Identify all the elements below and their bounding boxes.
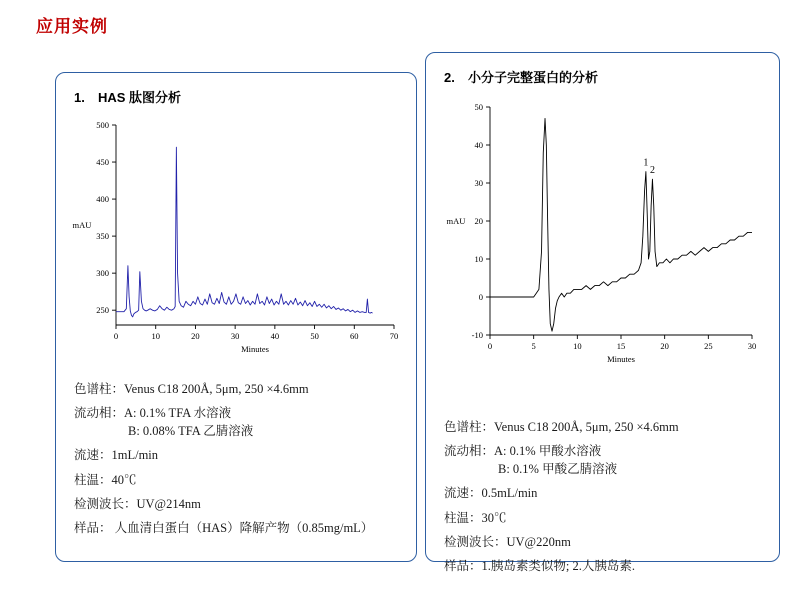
spec-line: 柱温：40℃ [74, 472, 137, 487]
chromatogram-chart-1 [64, 113, 412, 363]
page-title: 应用实例 [36, 17, 108, 36]
svg-text:450: 450 [96, 157, 109, 168]
panel-has-peptide-map [55, 72, 417, 562]
svg-text:500: 500 [96, 120, 109, 130]
svg-text:0: 0 [487, 341, 493, 351]
svg-text:50: 50 [474, 102, 483, 112]
spec-line: 色谱柱：Venus C18 200Å, 5μm, 250 ×4.6mm [74, 382, 309, 396]
svg-text:350: 350 [96, 231, 109, 242]
method-specs-2 [444, 421, 771, 584]
svg-text:30: 30 [230, 331, 240, 341]
panel-small-protein-analysis [425, 52, 780, 573]
spec-line: 检测波长：UV@214nm [74, 496, 201, 511]
svg-text:5: 5 [531, 341, 536, 351]
svg-text:40: 40 [474, 140, 483, 150]
panel-number: 2. [444, 70, 455, 85]
svg-text:30: 30 [747, 341, 757, 351]
svg-text:Minutes: Minutes [607, 354, 635, 364]
svg-text:20: 20 [474, 216, 483, 226]
spec-line: 流动相：A: 0.1% TFA 水溶液 [74, 406, 232, 421]
spec-line: B: 0.1% 甲酸乙腈溶液 [498, 462, 618, 477]
svg-text:400: 400 [96, 194, 109, 205]
svg-text:300: 300 [96, 268, 109, 279]
panel-number: 1. [74, 90, 85, 105]
svg-text:25: 25 [704, 341, 713, 351]
panel-header [74, 87, 406, 106]
spec-line: 流速：1mL/min [74, 448, 159, 463]
svg-text:10: 10 [151, 331, 160, 341]
spec-line: 色谱柱：Venus C18 200Å, 5μm, 250 ×4.6mm [444, 420, 679, 434]
panel-title: HAS 肽图分析 [98, 90, 182, 105]
panel-header [444, 67, 769, 86]
svg-text:1: 1 [643, 157, 649, 169]
svg-text:0: 0 [478, 292, 483, 302]
method-specs-1 [74, 383, 408, 546]
spec-line: B: 0.08% TFA 乙腈溶液 [128, 424, 254, 439]
svg-text:30: 30 [474, 178, 483, 188]
spec-line: 检测波长：UV@220nm [444, 534, 571, 549]
chart-svg-2 [432, 95, 776, 385]
svg-text:20: 20 [660, 341, 669, 351]
chart-svg-1 [64, 113, 412, 363]
svg-text:20: 20 [191, 331, 200, 341]
svg-text:40: 40 [270, 331, 280, 341]
svg-text:250: 250 [96, 305, 109, 316]
panel-title: 小分子完整蛋白的分析 [468, 70, 599, 85]
svg-text:2: 2 [649, 165, 655, 177]
svg-text:10: 10 [474, 254, 483, 264]
svg-text:mAU: mAU [446, 216, 466, 226]
svg-text:-10: -10 [471, 330, 483, 340]
svg-text:Minutes: Minutes [241, 344, 269, 354]
svg-text:10: 10 [573, 341, 582, 351]
spec-line: 样品： 人血清白蛋白（HAS）降解产物（0.85mg/mL） [74, 520, 374, 535]
svg-text:0: 0 [113, 331, 119, 341]
spec-line: 样品：1.胰岛素类似物; 2.人胰岛素. [444, 558, 635, 573]
spec-line: 流速：0.5mL/min [444, 486, 538, 501]
chromatogram-chart-2 [432, 95, 776, 385]
svg-text:50: 50 [310, 331, 319, 341]
spec-line: 柱温：30℃ [444, 510, 507, 525]
svg-text:70: 70 [389, 331, 399, 341]
svg-text:mAU: mAU [72, 220, 92, 230]
spec-line: 流动相：A: 0.1% 甲酸水溶液 [444, 444, 602, 459]
svg-text:60: 60 [350, 331, 359, 341]
svg-text:15: 15 [616, 341, 626, 351]
